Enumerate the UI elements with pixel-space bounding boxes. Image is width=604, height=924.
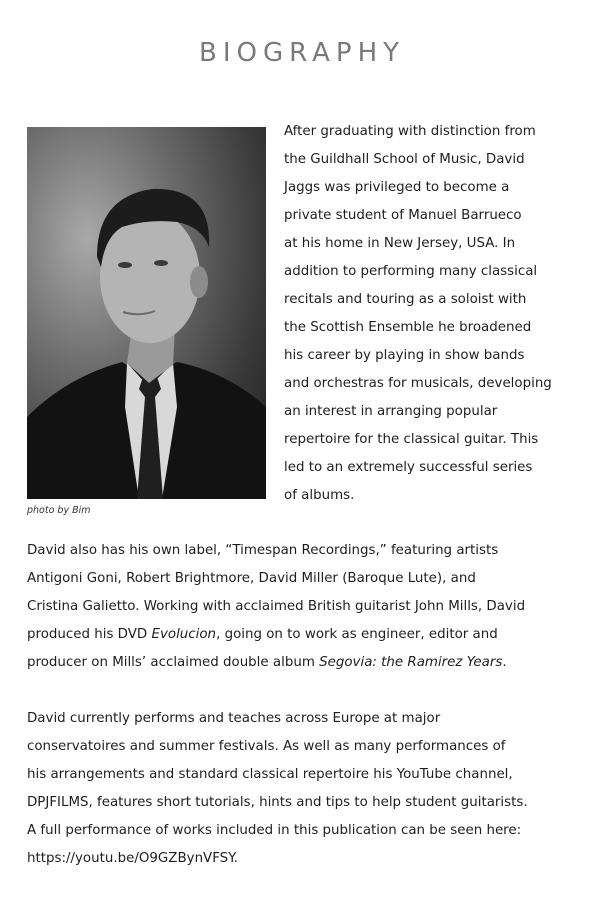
youtube-link[interactable]: https://youtu.be/O9GZBynVFSY. [27, 851, 238, 866]
portrait-photo [27, 127, 266, 499]
bio-line: of albums. [284, 488, 355, 503]
album-title: Segovia: the Ramirez Years [319, 655, 503, 670]
bio-line: addition to performing many classical [284, 264, 538, 279]
teaching-line: David currently performs and teaches across Europe at major [27, 711, 441, 726]
bio-line: his career by playing in show bands [284, 348, 525, 363]
photo-caption: photo by Bim [27, 505, 91, 516]
dvd-title: Evolucion [151, 627, 217, 642]
teaching-line: DPJFILMS, features short tutorials, hints and tips to help student guitarists. [27, 795, 528, 810]
portrait-illustration [27, 127, 266, 499]
bio-line: repertoire for the classical guitar. This [284, 432, 539, 447]
bio-line: After graduating with distinction from [284, 124, 536, 139]
label-text: , going on to work as engineer, editor and [216, 627, 498, 642]
teaching-line: A full performance of works included in this publication can be seen here: [27, 823, 522, 838]
bio-line: Jaggs was privileged to become a [284, 180, 510, 195]
label-line [27, 649, 587, 677]
label-line: Cristina Galietto. Working with acclaimed British guitarist John Mills, David [27, 599, 526, 614]
bio-line: an interest in arranging popular [284, 404, 498, 419]
label-text: produced his DVD [27, 627, 152, 642]
bio-line: and orchestras for musicals, developing [284, 376, 552, 391]
bio-line: the Guildhall School of Music, David [284, 152, 525, 167]
bio-line: led to an extremely successful series [284, 460, 533, 475]
teaching-line: conservatoires and summer festivals. As well as many performances of [27, 739, 506, 754]
label-line [27, 621, 587, 649]
bio-line: recitals and touring as a soloist with [284, 292, 527, 307]
label-paragraph [27, 537, 587, 677]
bio-line: at his home in New Jersey, USA. In [284, 236, 516, 251]
label-text: producer on Mills’ acclaimed double album [27, 655, 320, 670]
bio-intro-paragraph [284, 118, 584, 510]
teaching-paragraph [27, 705, 587, 873]
label-line: Antigoni Goni, Robert Brightmore, David Miller (Baroque Lute), and [27, 571, 476, 586]
bio-line: private student of Manuel Barrueco [284, 208, 522, 223]
teaching-line: his arrangements and standard classical repertoire his YouTube channel, [27, 767, 513, 782]
label-line: David also has his own label, “Timespan Recordings,” featuring artists [27, 543, 499, 558]
page-title: BIOGRAPHY [198, 38, 406, 68]
label-text: . [502, 655, 507, 670]
bio-line: the Scottish Ensemble he broadened [284, 320, 532, 335]
